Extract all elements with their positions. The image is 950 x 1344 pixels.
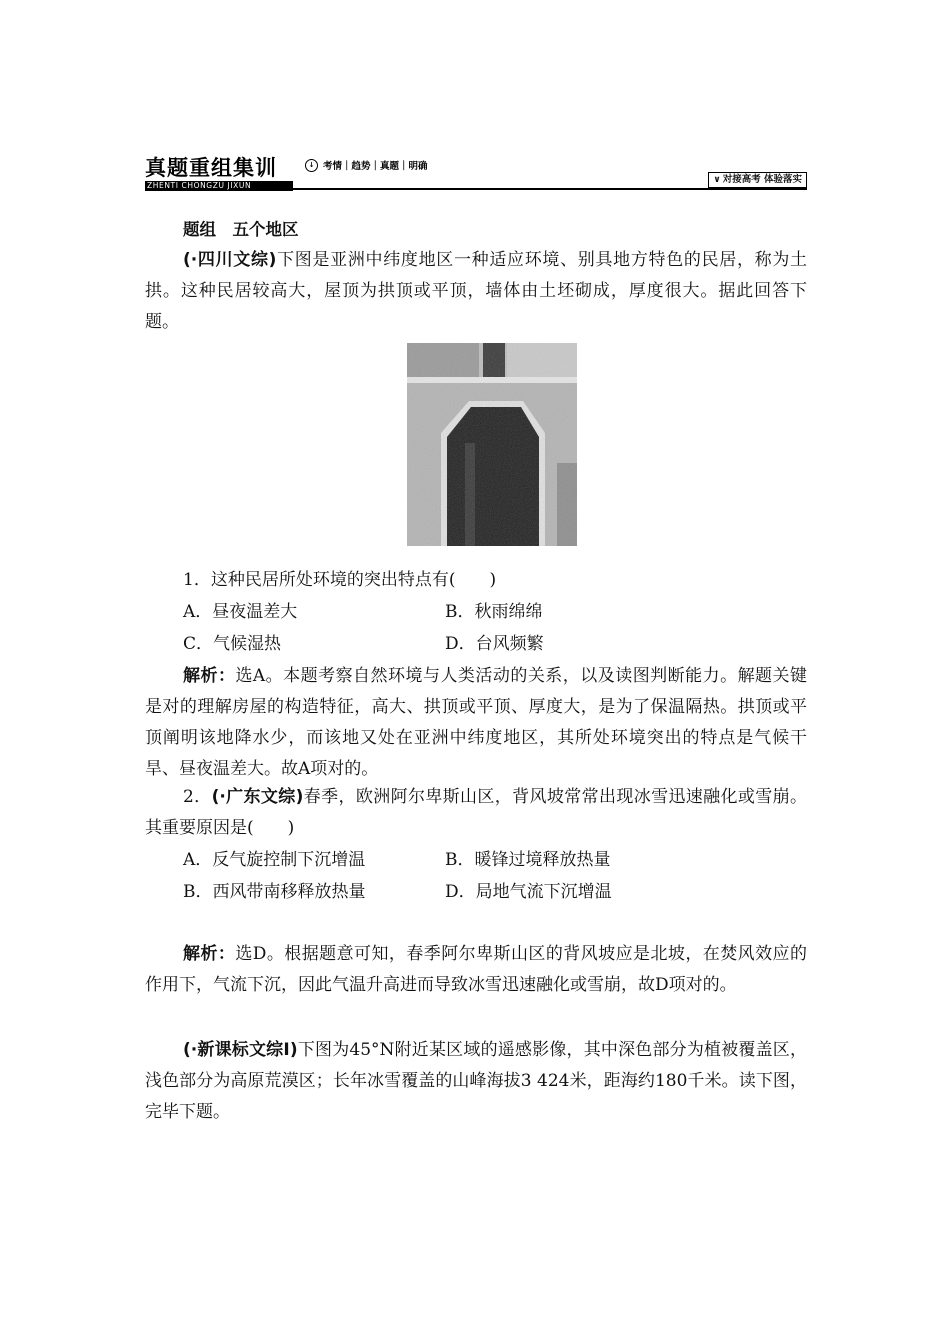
q2-stem-text: 春季，欧洲阿尔卑斯山区，背风坡常常出现冰雪迅速融化或雪崩。其重要原因是( ) xyxy=(145,787,808,838)
q1-stem: 1．这种民居所处环境的突出特点有( ) xyxy=(183,570,497,590)
header-tags-text: 考情｜趋势｜真题｜明确 xyxy=(323,161,428,172)
adobe-house-photo xyxy=(407,343,577,546)
arrow-down-icon: ↓ xyxy=(305,159,318,172)
q2-stem xyxy=(145,782,807,844)
header-right-box xyxy=(708,172,807,188)
q2-analysis-text: 选D。根据题意可知，春季阿尔卑斯山区的背风坡应是北坡，在焚风效应的作用下，气流下沉，因此气温升高进而导致冰雪迅速融化或雪崩，故D项对的。 xyxy=(145,944,807,995)
intro2-source: (·新课标文综Ⅰ) xyxy=(183,1040,298,1060)
header-pinyin: ZHENTI CHONGZU JIXUN xyxy=(145,181,293,191)
header-tags xyxy=(305,158,428,172)
intro2-text: 下图为45°N附近某区域的遥感影像，其中深色部分为植被覆盖区，浅色部分为高原荒漠区；长年冰雪覆盖的山峰海拔3 424米，距海约180千米。读下图，完毕下题。 xyxy=(145,1040,807,1122)
q2-number: 2． xyxy=(183,787,212,807)
q1-analysis-label: 解析： xyxy=(183,666,236,686)
intro1-text: 下图是亚洲中纬度地区一种适应环境、别具地方特色的民居，称为土拱。这种民居较高大，屋顶为拱顶或平顶，墙体由土坯砌成，厚度很大。据此回答下题。 xyxy=(145,250,808,332)
q1-analysis xyxy=(145,661,807,785)
q1-option-c: C．气候湿热 xyxy=(183,634,282,654)
q1-option-d: D．台风频繁 xyxy=(445,634,544,654)
q2-analysis xyxy=(145,939,807,1001)
q2-option-c: B．西风带南移释放热量 xyxy=(183,882,366,902)
q2-source: (·广东文综) xyxy=(211,787,304,807)
q1-analysis-text: 选A。本题考察自然环境与人类活动的关系，以及读图判断能力。解题关键是对的理解房屋的构造特征，高大、拱顶或平顶、厚度大，是为了保温隔热。拱顶或平顶阐明该地降水少，而该地又处在亚洲中纬度地区，其所处环境突出的特点是气候干旱、昼夜温差大。故A项对的。 xyxy=(145,666,807,779)
q2-option-a: A．反气旋控制下沉增温 xyxy=(183,850,366,870)
group-title: 题组 五个地区 xyxy=(183,220,299,239)
q1-option-b: B．秋雨绵绵 xyxy=(445,602,543,622)
header-rule xyxy=(293,188,807,190)
q2-option-d: D．局地气流下沉增温 xyxy=(445,882,612,902)
intro-paragraph-2 xyxy=(145,1035,807,1128)
q2-option-b: B．暖锋过境释放热量 xyxy=(445,850,611,870)
q2-analysis-label: 解析： xyxy=(183,944,236,964)
chevron-down-icon: ∨ xyxy=(713,175,721,185)
section-header xyxy=(145,152,807,192)
q1-option-a: A．昼夜温差大 xyxy=(183,602,298,622)
intro-paragraph-1 xyxy=(145,245,807,338)
header-right-label: 对接高考 体验落实 xyxy=(722,174,802,185)
header-title: 真题重组集训 xyxy=(145,156,277,180)
intro1-source: (·四川文综) xyxy=(183,250,277,270)
